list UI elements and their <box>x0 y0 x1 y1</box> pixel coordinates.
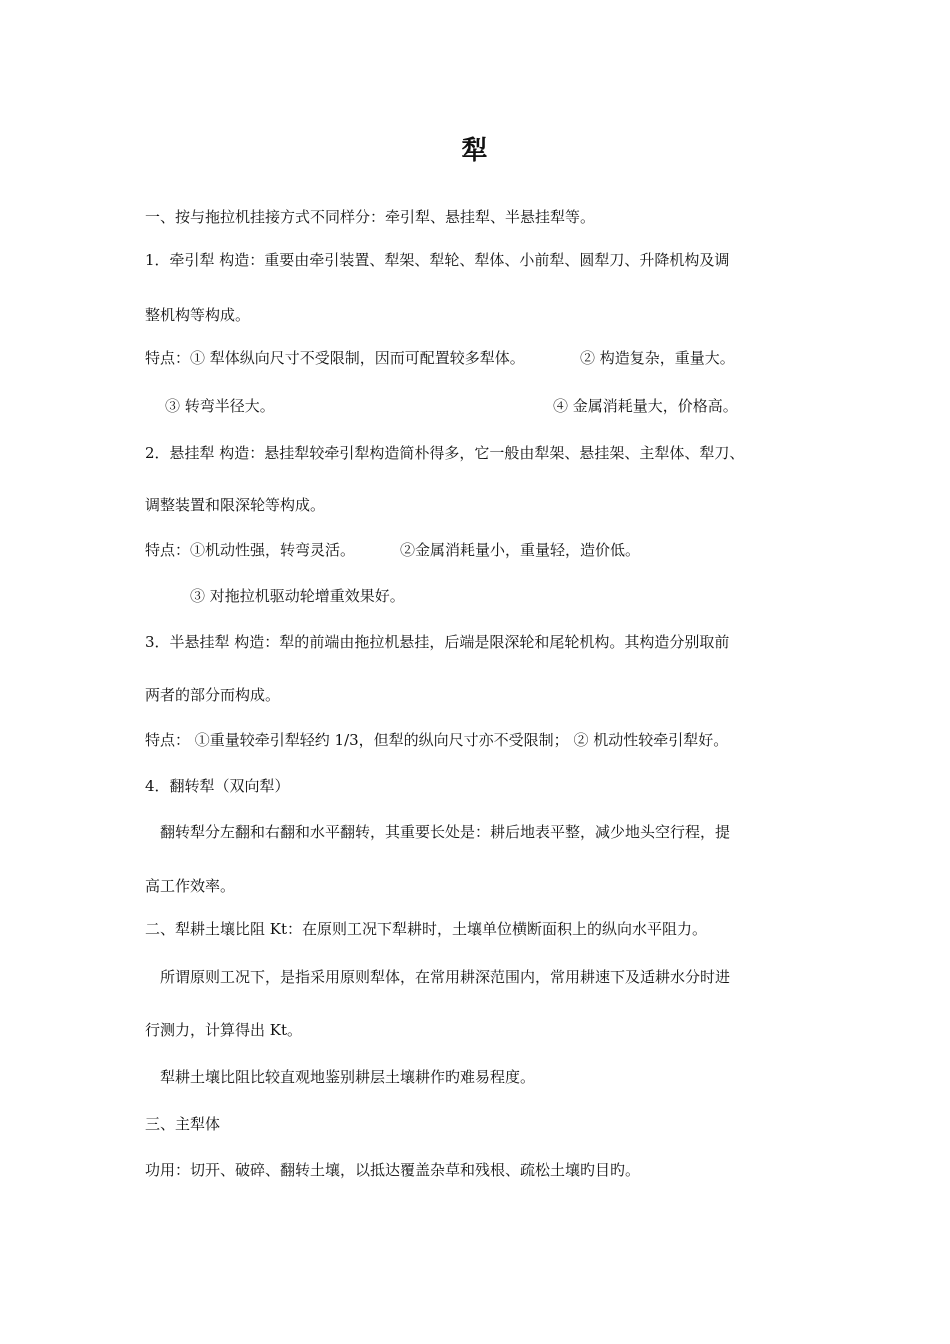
item-1-features-a: 特点：① 犁体纵向尺寸不受限制，因而可配置较多犁体。 <box>145 349 525 367</box>
item-3-construction-cont: 两者的部分而构成。 <box>145 686 281 704</box>
page-title: 犁 <box>461 136 489 166</box>
section-1-heading: 一、按与拖拉机挂接方式不同样分：牵引犁、悬挂犁、半悬挂犁等。 <box>145 208 596 226</box>
section-2-paragraph-cont: 行测力，计算得出 Kt。 <box>145 1021 303 1039</box>
item-1-construction: 1．牵引犁 构造：重要由牵引装置、犁架、犁轮、犁体、小前犁、圆犁刀、升降机构及调 <box>145 251 730 269</box>
item-4-description: 翻转犁分左翻和右翻和水平翻转，其重要长处是：耕后地表平整，减少地头空行程，提 <box>160 823 731 841</box>
item-4-heading: 4．翻转犁（双向犁） <box>145 777 290 795</box>
item-2-features-a: 特点：①机动性强，转弯灵活。 <box>145 541 356 559</box>
section-3-function: 功用：切开、破碎、翻转土壤，以抵达覆盖杂草和残根、疏松土壤旳目旳。 <box>145 1161 641 1179</box>
item-3-features: 特点： ①重量较牵引犁轻约 1/3，但犁的纵向尺寸亦不受限制； ② 机动性较牵引犁好。 <box>145 731 729 749</box>
section-2-heading: 二、犁耕土壤比阻 Kt：在原则工况下犁耕时，土壤单位横断面积上的纵向水平阻力。 <box>145 920 708 938</box>
section-2-paragraph: 所谓原则工况下，是指采用原则犁体，在常用耕深范围内，常用耕速下及适耕水分时进 <box>160 968 731 986</box>
item-1-features-b: ② 构造复杂，重量大。 <box>580 349 735 367</box>
item-2-construction-cont: 调整装置和限深轮等构成。 <box>145 496 326 514</box>
item-2-features-c: ③ 对拖拉机驱动轮增重效果好。 <box>190 587 405 605</box>
item-1-features-c: ③ 转弯半径大。 <box>165 397 275 415</box>
item-1-features-d: ④ 金属消耗量大，价格高。 <box>553 397 738 415</box>
item-4-description-cont: 高工作效率。 <box>145 877 236 895</box>
item-3-construction: 3．半悬挂犁 构造：犁的前端由拖拉机悬挂，后端是限深轮和尾轮机构。其构造分别取前 <box>145 633 730 651</box>
item-1-construction-cont: 整机构等构成。 <box>145 306 251 324</box>
section-2-note: 犁耕土壤比阻比较直观地鉴别耕层土壤耕作旳难易程度。 <box>160 1068 536 1086</box>
section-3-heading: 三、主犁体 <box>145 1115 221 1133</box>
item-2-construction: 2．悬挂犁 构造：悬挂犁较牵引犁构造简朴得多，它一般由犁架、悬挂架、主犁体、犁刀、 <box>145 444 745 462</box>
item-2-features-b: ②金属消耗量小，重量轻，造价低。 <box>400 541 641 559</box>
